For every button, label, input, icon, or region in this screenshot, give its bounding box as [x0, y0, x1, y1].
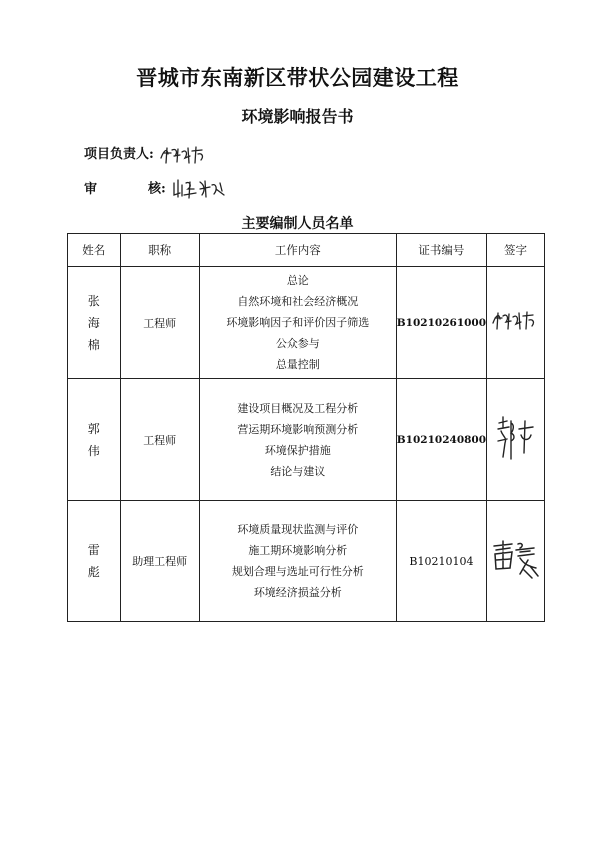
- staff-signature: [487, 501, 545, 622]
- signature-lei: [490, 538, 542, 582]
- staff-title: 工程师: [120, 267, 199, 379]
- table-header-row: [68, 234, 545, 267]
- reviewer-label-2: 核:: [148, 181, 166, 197]
- column-header-name: 姓名: [68, 234, 121, 267]
- project-leader-label: 项目负责人:: [84, 147, 154, 162]
- column-header-cert: 证书编号: [396, 234, 486, 267]
- table-row: [68, 379, 545, 501]
- staff-title: 工程师: [120, 379, 199, 501]
- staff-name: 雷 彪: [68, 501, 121, 622]
- document-title: 晋城市东南新区带状公园建设工程: [136, 65, 459, 90]
- staff-work: 建设项目概况及工程分析 营运期环境影响预测分析 环境保护措施 结论与建议: [199, 379, 396, 501]
- reviewer-signature: [170, 177, 232, 201]
- staff-name: 张 海 棉: [68, 267, 121, 379]
- column-header-title: 职称: [120, 234, 199, 267]
- staff-table: [67, 233, 545, 622]
- column-header-work: 工作内容: [199, 234, 396, 267]
- staff-name: 郭 伟: [68, 379, 121, 501]
- signature-guo: [493, 413, 539, 463]
- staff-signature: [487, 267, 545, 379]
- reviewer-row: [84, 177, 232, 201]
- staff-title: 助理工程师: [120, 501, 199, 622]
- staff-cert: B10210104: [396, 501, 486, 622]
- reviewer-label: 审: [84, 181, 98, 197]
- table-title: 主要编制人员名单: [241, 216, 354, 232]
- staff-work: 环境质量现状监测与评价 施工期环境影响分析 规划合理与选址可行性分析 环境经济损益分析: [199, 501, 396, 622]
- project-leader-signature: [158, 144, 218, 166]
- column-header-signature: 签字: [487, 234, 545, 267]
- document-subtitle: 环境影响报告书: [241, 107, 354, 126]
- staff-cert: B10210240800: [396, 379, 486, 501]
- staff-cert: B10210261000: [396, 267, 486, 379]
- staff-work: 总论 自然环境和社会经济概况 环境影响因子和评价因子筛选 公众参与 总量控制: [199, 267, 396, 379]
- signature-zhang: [491, 307, 541, 335]
- project-leader-row: [84, 143, 218, 166]
- table-row: [68, 267, 545, 379]
- staff-signature: [487, 379, 545, 501]
- table-row: [68, 501, 545, 622]
